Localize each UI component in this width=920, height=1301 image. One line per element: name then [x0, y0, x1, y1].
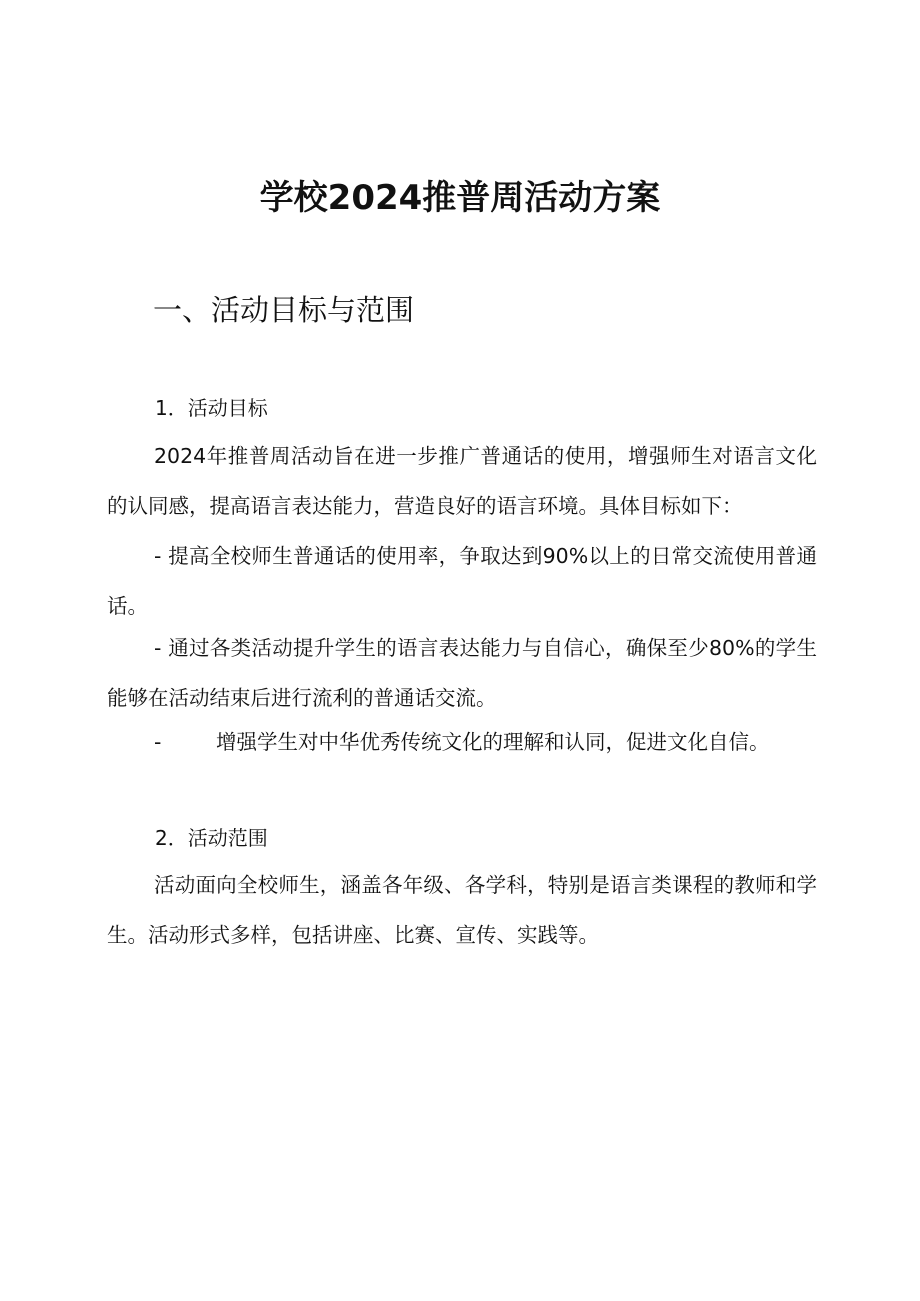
goal-bullet: [107, 623, 817, 723]
bullet-dash: -: [154, 730, 162, 754]
bullet-dash: -: [154, 544, 162, 568]
bullet-text: 通过各类活动提升学生的语言表达能力与自信心，确保至少80%的学生能够在活动结束后进行流利的普通话交流。: [107, 636, 817, 710]
document-title: 学校2024推普周活动方案: [259, 178, 661, 218]
subsection-heading-scope: 2．活动范围: [155, 826, 268, 850]
bullet-text: 增强学生对中华优秀传统文化的理解和认同，促进文化自信。: [216, 730, 770, 754]
scope-paragraph: 活动面向全校师生，涵盖各年级、各学科，特别是语言类课程的教师和学生。活动形式多样，包括讲座、比赛、宣传、实践等。: [107, 873, 817, 947]
bullet-dash: -: [154, 636, 162, 660]
subsection-heading-goals: 1．活动目标: [155, 396, 268, 420]
section-heading: 一、活动目标与范围: [153, 293, 415, 327]
bullet-text: 提高全校师生普通话的使用率，争取达到90%以上的日常交流使用普通话。: [107, 544, 817, 618]
goal-bullet: [107, 717, 817, 767]
goal-bullet: [107, 531, 817, 631]
goals-intro-paragraph: 2024年推普周活动旨在进一步推广普通话的使用，增强师生对语言文化的认同感，提高语言表达能力，营造良好的语言环境。具体目标如下：: [107, 444, 817, 518]
